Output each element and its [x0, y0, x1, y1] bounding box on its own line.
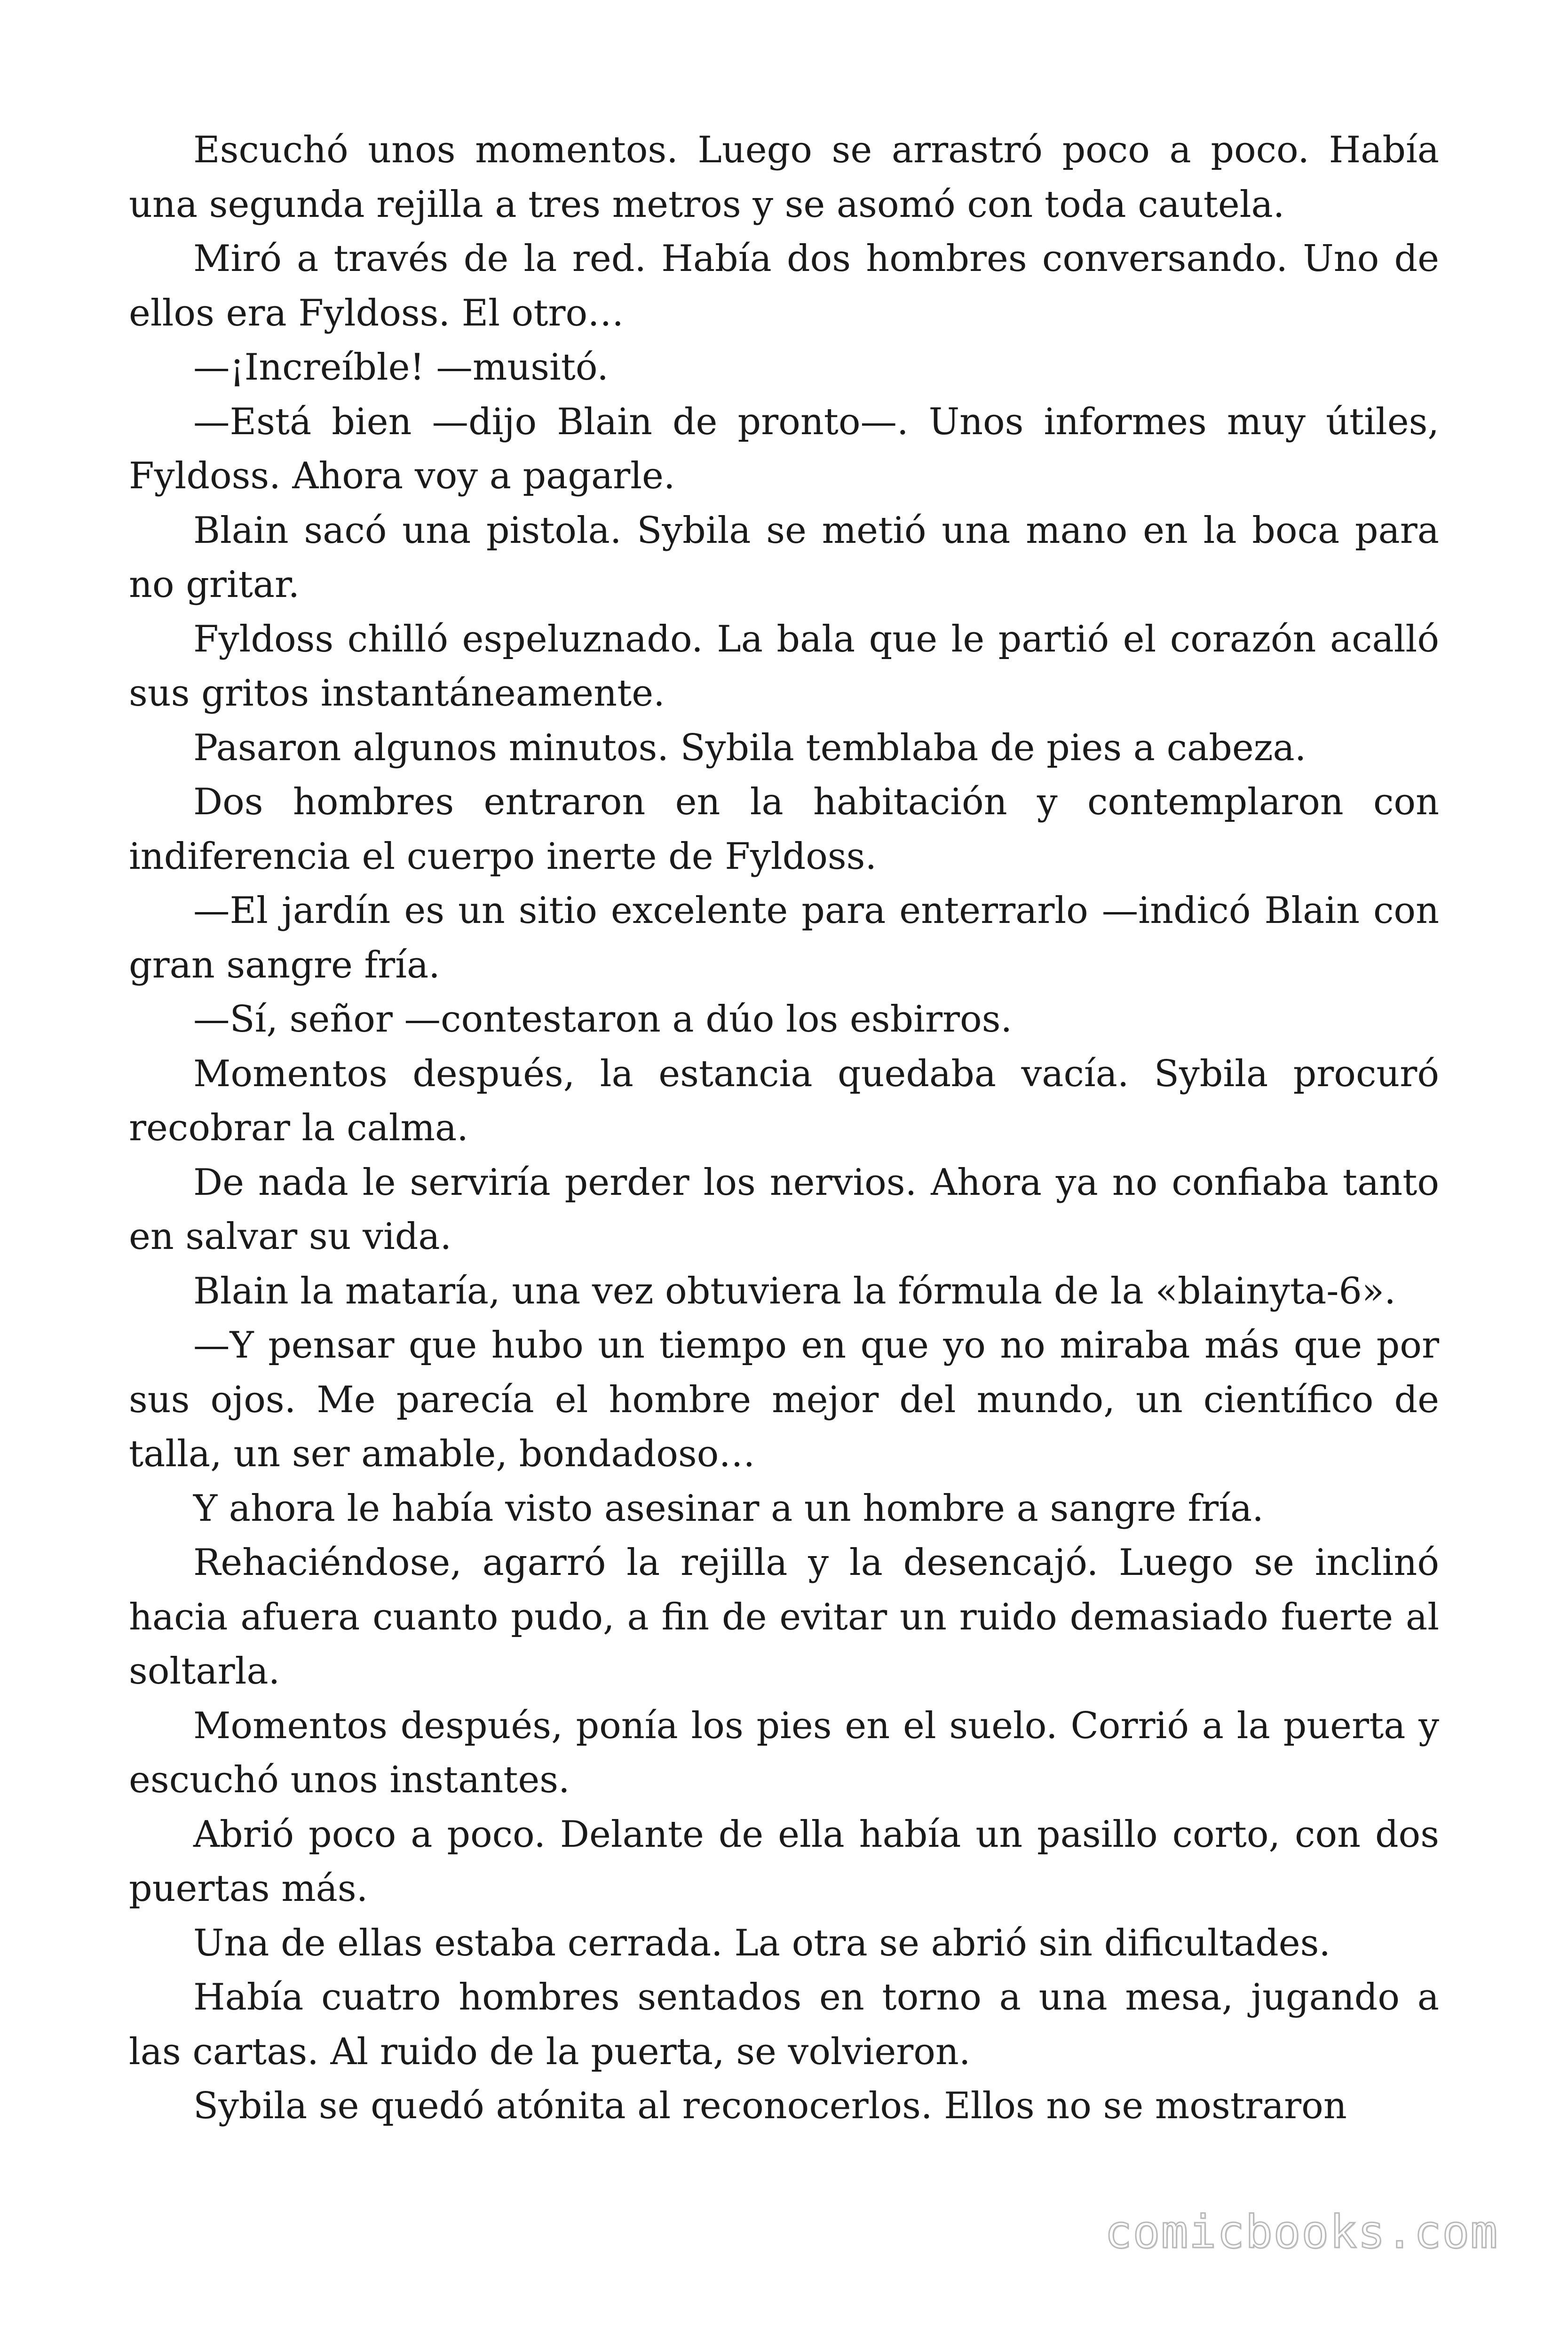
paragraph: —El jardín es un sitio excelente para enterrarlo —indicó Blain con gran sangre fría.	[129, 890, 1439, 986]
paragraph: —¡Increíble! —musitó.	[193, 346, 609, 389]
paragraph: Rehaciéndose, agarró la rejilla y la desencajó. Luego se inclinó hacia afuera cuanto pudo, a fin de evitar un ruido demasiado fuerte al soltarla.	[129, 1542, 1439, 1692]
paragraph: Dos hombres entraron en la habitación y contemplaron con indiferencia el cuerpo inerte de Fyldoss.	[129, 781, 1439, 878]
paragraph: Fyldoss chilló espeluznado. La bala que le partió el corazón acalló sus gritos instantáneamente.	[129, 618, 1439, 715]
paragraph: Una de ellas estaba cerrada. La otra se abrió sin dificultades.	[193, 1922, 1331, 1964]
paragraph: —Sí, señor —contestaron a dúo los esbirros.	[193, 998, 1013, 1041]
paragraph: —Está bien —dijo Blain de pronto—. Unos informes muy útiles, Fyldoss. Ahora voy a pagarle.	[129, 400, 1439, 497]
watermark: comicbooks.com	[1104, 2206, 1498, 2258]
paragraph: Pasaron algunos minutos. Sybila temblaba de pies a cabeza.	[193, 726, 1307, 769]
paragraph: Abrió poco a poco. Delante de ella había un pasillo corto, con dos puertas más.	[129, 1813, 1439, 1910]
paragraph: Blain sacó una pistola. Sybila se metió una mano en la boca para no gritar.	[129, 509, 1439, 606]
paragraph: —Y pensar que hubo un tiempo en que yo no miraba más que por sus ojos. Me parecía el hombre mejor del mundo, un científico de talla, un ser amable, bondadoso…	[129, 1324, 1439, 1475]
paragraph: Había cuatro hombres sentados en torno a una mesa, jugando a las cartas. Al ruido de la puerta, se volvieron.	[129, 1976, 1439, 2073]
page-body-text	[129, 123, 1439, 2134]
paragraph: Momentos después, la estancia quedaba vacía. Sybila procuró recobrar la calma.	[129, 1052, 1439, 1149]
paragraph: Escuchó unos momentos. Luego se arrastró poco a poco. Había una segunda rejilla a tres metros y se asomó con toda cautela.	[129, 129, 1439, 226]
paragraph: De nada le serviría perder los nervios. Ahora ya no confiaba tanto en salvar su vida.	[129, 1161, 1439, 1258]
paragraph: Miró a través de la red. Había dos hombres conversando. Uno de ellos era Fyldoss. El otro…	[129, 238, 1439, 334]
paragraph: Y ahora le había visto asesinar a un hombre a sangre fría.	[193, 1487, 1264, 1530]
paragraph: Blain la mataría, una vez obtuviera la fórmula de la «blainyta-6».	[193, 1270, 1396, 1312]
paragraph: Sybila se quedó atónita al reconocerlos. Ellos no se mostraron	[193, 2085, 1347, 2127]
paragraph: Momentos después, ponía los pies en el suelo. Corrió a la puerta y escuchó unos instantes.	[129, 1704, 1439, 1801]
